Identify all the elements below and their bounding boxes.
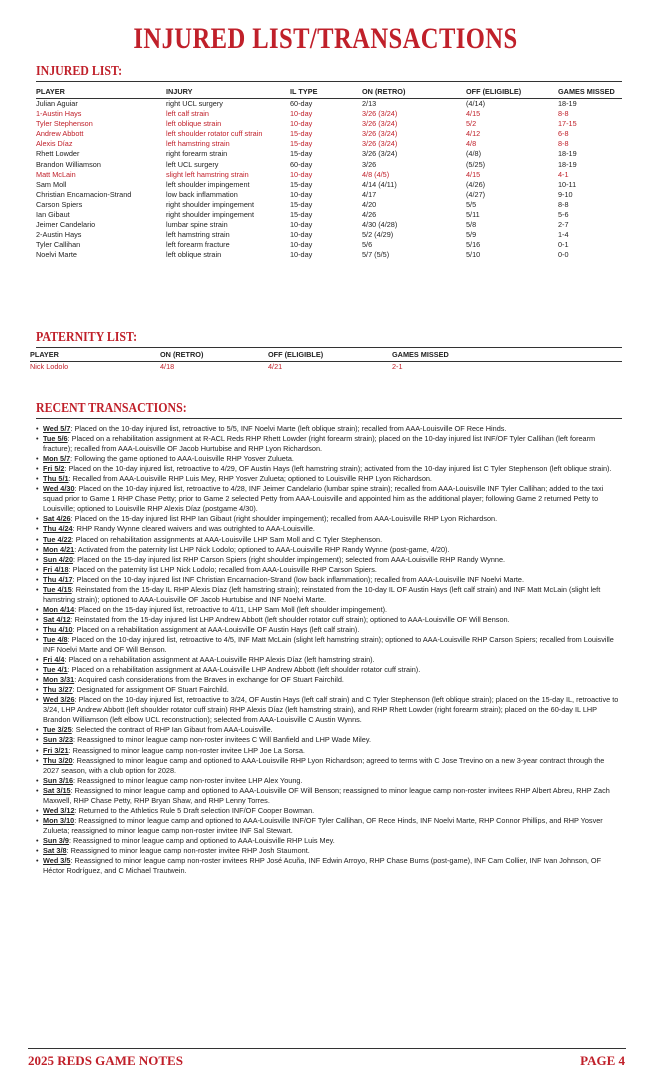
transaction-date: Mon 4/14 — [43, 604, 75, 614]
injured-cell-off: 5/9 — [466, 230, 477, 240]
injured-cell-games: 0-1 — [558, 240, 569, 250]
injured-cell-player: Ian Gibaut — [36, 210, 70, 220]
injured-cell-off: 5/16 — [466, 240, 481, 250]
injured-cell-player: Rhett Lowder — [36, 149, 80, 159]
paternity-list-table — [30, 350, 622, 372]
transaction-text: Placed on the 10-day injured list, retroactive to 5/5, INF Noelvi Marte (left oblique strain); recalled from AAA-Louisville OF Rece Hinds. — [74, 424, 507, 433]
injured-cell-type: 10-day — [290, 220, 313, 230]
injured-cell-type: 10-day — [290, 109, 313, 119]
injured-cell-off: 4/15 — [466, 109, 481, 119]
transaction-text: Placed on the paternity list LHP Nick Lodolo; recalled from AAA-Louisville RHP Carson Spiers. — [72, 564, 377, 574]
injured-cell-games: 2-7 — [558, 220, 569, 230]
injured-cell-injury: left oblique strain — [166, 250, 222, 260]
transaction-date: Sun 3/23 — [43, 735, 74, 745]
injured-list-heading: INJURED LIST: — [36, 64, 123, 79]
injured-cell-player: Alexis Díaz — [36, 139, 73, 149]
injured-cell-on: 3/26 (3/24) — [362, 119, 398, 129]
injured-cell-games: 5-6 — [558, 210, 569, 220]
transaction-date: Mon 5/7 — [43, 454, 71, 464]
injured-cell-player: 2-Austin Hays — [36, 230, 82, 240]
injured-header-row — [36, 87, 622, 99]
col-on-retro: ON (RETRO) — [362, 87, 406, 96]
transaction-text: RHP Randy Wynne cleared waivers and was outrighted to AAA-Louisville. — [76, 524, 315, 534]
injured-cell-on: 5/6 — [362, 240, 373, 250]
transaction-item: • Sat 4/12: Reinstated from the 15-day injured list LHP Andrew Abbott (left shoulder rotator cuff strain); optioned to AAA-Louisville OF Will Benson. — [36, 615, 622, 625]
injured-cell-games: 17-15 — [558, 119, 577, 129]
injured-row — [36, 129, 622, 139]
injured-cell-player: 1-Austin Hays — [36, 109, 82, 119]
transaction-text: Placed on a rehabilitation assignment at AAA-Louisville LHP Andrew Abbott (left shoulder rotator cuff strain). — [71, 665, 421, 675]
transaction-item: • Mon 4/21: Activated from the paternity list LHP Nick Lodolo; optioned to AAA-Louisville RHP Randy Wynne (post-game, 4/20). — [36, 545, 622, 555]
transaction-text: Reinstated from the 15-day injured list LHP Andrew Abbott (left shoulder rotator cuff strain); optioned to AAA-Louisville OF Will Benson. — [74, 614, 510, 624]
injured-cell-off: (5/25) — [466, 159, 486, 169]
transaction-text: Recalled from AAA-Louisville RHP Luis Mey, RHP Yosver Zulueta; optioned to Louisville RHP Lyon Richardson. — [72, 474, 432, 484]
injured-cell-off: (4/26) — [466, 179, 486, 189]
injured-cell-player: Matt McLain — [36, 169, 76, 179]
injured-cell-off: 4/12 — [466, 129, 481, 139]
transaction-item: • Tue 4/22: Placed on rehabilitation assignments at AAA-Louisville LHP Sam Moll and C Tyler Stephenson. — [36, 535, 622, 545]
transaction-item: • Tue 5/6: Placed on a rehabilitation assignment at R-ACL Reds RHP Rhett Lowder (right forearm strain); placed on the 10-day injured list INF/OF Tyler Callihan (left forearm fracture); recalled from AAA-Louisville OF Jacob Hurtubise and RHP Lyon Richardson. — [36, 434, 622, 454]
transaction-item: • Tue 4/15: Reinstated from the 15-day IL RHP Alexis Díaz (left hamstring strain); reinstated from the 10-day IL OF Austin Hays (left calf strain) and INF Matt McLain (slight left hamstring strain); optioned to AAA-Louisville OF Jacob Hurtubise and INF Noelvi Marte. — [36, 585, 622, 605]
injured-cell-off: (4/14) — [466, 99, 486, 108]
transaction-date: Sun 3/9 — [43, 835, 69, 845]
injured-row — [36, 149, 622, 159]
injured-cell-games: 0-0 — [558, 250, 569, 260]
injured-cell-player: Tyler Callihan — [36, 240, 81, 250]
transaction-text: Reassigned to minor league camp non-roster invitee LHP Joe La Sorsa. — [72, 745, 305, 755]
injured-cell-injury: right shoulder impingement — [166, 199, 255, 209]
injured-cell-type: 15-day — [290, 149, 313, 159]
injured-cell-games: 8-8 — [558, 109, 569, 119]
transaction-item: • Wed 4/30: Placed on the 10-day injured list, retroactive to 4/28, INF Jeimer Candelario (lumbar spine strain); recalled from AAA-Louisville INF Tyler Callihan; added to the taxi squad prior to Game 1 RHP Chase Petty; prior to Game 2 selected Petty from AAA-Louisville and appointed him as the additional player; following Game 2 returned Petty to Louisville; optioned to Louisville RHP Alexis Díaz (postgame 4/30). — [36, 484, 622, 514]
transaction-item: • Wed 3/12: Returned to the Athletics Rule 5 Draft selection INF/OF Cooper Bowman. — [36, 806, 622, 816]
transaction-text: Placed on rehabilitation assignments at AAA-Louisville LHP Sam Moll and C Tyler Stephenson. — [75, 534, 383, 544]
transaction-text: Placed on the 15-day injured list RHP Ian Gibaut (right shoulder impingement); recalled from AAA-Louisville RHP Lyon Richardson. — [74, 514, 498, 524]
col-off-eligible: OFF (ELIGIBLE) — [466, 87, 522, 96]
footer-rule — [28, 1048, 626, 1049]
injured-cell-injury: slight left hamstring strain — [166, 169, 249, 179]
transaction-date: Wed 4/30 — [43, 484, 75, 494]
injured-cell-off: 4/8 — [466, 139, 477, 149]
transaction-date: Tue 4/15 — [43, 584, 72, 594]
injured-cell-games: 18-19 — [558, 149, 577, 159]
injured-cell-type: 15-day — [290, 210, 313, 220]
transaction-text: Activated from the paternity list LHP Nick Lodolo; optioned to AAA-Louisville RHP Randy Wynne (post-game, 4/20). — [77, 544, 450, 554]
transaction-date: Fri 3/21 — [43, 745, 69, 755]
transaction-text: Reassigned to minor league camp and optioned to AAA-Louisville OF Will Benson; reassigned to minor league camp non-roster invitees RHP Albert Abreu, RHP Zach Maxwell, RHP Chase Petty, RHP Bryan Shaw, and RHP Lenny Torres. — [43, 785, 610, 805]
transaction-date: Thu 4/24 — [43, 524, 73, 534]
col-off-eligible: OFF (ELIGIBLE) — [268, 350, 324, 359]
transaction-item: • Mon 5/7: Following the game optioned to AAA-Louisville RHP Yosver Zulueta. — [36, 454, 622, 464]
injured-cell-on: 3/26 — [362, 159, 377, 169]
transaction-text: Returned to the Athletics Rule 5 Draft selection INF/OF Cooper Bowman. — [78, 805, 315, 815]
injured-cell-player: Andrew Abbott — [36, 129, 84, 139]
transaction-date: Thu 3/20 — [43, 755, 73, 765]
injured-list-table — [36, 87, 622, 261]
transaction-item: • Mon 3/31: Acquired cash considerations from the Braves in exchange for OF Stuart Fairchild. — [36, 675, 622, 685]
col-games-missed: GAMES MISSED — [558, 87, 615, 96]
injured-cell-player: Christian Encarnacion-Strand — [36, 189, 132, 199]
footer-page-number: PAGE 4 — [580, 1053, 625, 1068]
transaction-item: • Wed 5/7: Placed on the 10-day injured list, retroactive to 5/5, INF Noelvi Marte (left oblique strain); recalled from AAA-Louisville OF Rece Hinds. — [36, 424, 622, 434]
paternity-cell-games: 2-1 — [392, 362, 403, 371]
transaction-text: Reassigned to minor league camp non-roster invitee LHP Alex Young. — [77, 775, 303, 785]
col-injury: INJURY — [166, 87, 193, 96]
injured-row — [36, 240, 622, 250]
injured-cell-injury: left hamstring strain — [166, 230, 230, 240]
injured-cell-games: 6-8 — [558, 129, 569, 139]
transaction-text: Reassigned to minor league camp non-roster invitees RHP José Acuña, INF Edwin Arroyo, RHP Chase Burns (post-game), INF Cam Collier, INF Ivan Johnson, OF Héctor Rodríguez, and C Michael Trautwein. — [43, 856, 602, 876]
transaction-date: Tue 5/6 — [43, 434, 68, 444]
transaction-text: Following the game optioned to AAA-Louisville RHP Yosver Zulueta. — [74, 454, 294, 464]
transaction-text: Placed on a rehabilitation assignment at AAA-Louisville OF Austin Hays (left calf strain). — [76, 624, 360, 634]
transaction-item: • Sat 3/8: Reassigned to minor league camp non-roster invitee RHP Josh Staumont. — [36, 846, 622, 856]
transaction-item: • Thu 4/17: Placed on the 10-day injured list INF Christian Encarnacion-Strand (low back inflammation); recalled from AAA-Louisville INF Noelvi Marte. — [36, 575, 622, 585]
transaction-date: Wed 3/26 — [43, 695, 75, 705]
injured-cell-on: 2/13 — [362, 99, 377, 108]
injured-cell-on: 4/8 (4/5) — [362, 169, 390, 179]
transaction-date: Wed 3/5 — [43, 856, 71, 866]
injured-cell-games: 8-8 — [558, 199, 569, 209]
injured-cell-on: 5/7 (5/5) — [362, 250, 390, 260]
injured-cell-injury: left forearm fracture — [166, 240, 230, 250]
transaction-item: • Sun 3/16: Reassigned to minor league camp non-roster invitee LHP Alex Young. — [36, 776, 622, 786]
transaction-item: • Thu 5/1: Recalled from AAA-Louisville RHP Luis Mey, RHP Yosver Zulueta; optioned to Louisville RHP Lyon Richardson. — [36, 474, 622, 484]
injured-cell-on: 4/20 — [362, 199, 377, 209]
transaction-text: Placed on a rehabilitation assignment at R-ACL Reds RHP Rhett Lowder (right forearm strain); placed on the 10-day injured list INF/OF Tyler Callihan (left forearm fracture); recalled from AAA-Louisville OF Jacob Hurtubise and RHP Lyon Richardson. — [43, 434, 596, 454]
injured-cell-on: 4/14 (4/11) — [362, 179, 397, 189]
transaction-text: Reassigned to minor league camp and optioned to AAA-Louisville RHP Luis Mey. — [73, 835, 335, 845]
transaction-date: Thu 5/1 — [43, 474, 69, 484]
transaction-date: Tue 4/22 — [43, 534, 72, 544]
transaction-text: Acquired cash considerations from the Braves in exchange for OF Stuart Fairchild. — [77, 675, 344, 685]
transaction-text: Placed on the 15-day injured list, retroactive to 4/11, LHP Sam Moll (left shoulder impingement). — [78, 604, 388, 614]
transaction-item: • Sun 3/23: Reassigned to minor league camp non-roster invitees C Will Banfield and LHP Wade Miley. — [36, 735, 622, 745]
transaction-item: • Tue 4/1: Placed on a rehabilitation assignment at AAA-Louisville LHP Andrew Abbott (left shoulder rotator cuff strain). — [36, 665, 622, 675]
injured-cell-off: 5/10 — [466, 250, 481, 260]
injured-cell-player: Sam Moll — [36, 179, 67, 189]
injured-cell-games: 9-10 — [558, 189, 573, 199]
injured-cell-player: Tyler Stephenson — [36, 119, 93, 129]
transaction-date: Sun 4/20 — [43, 554, 74, 564]
injured-cell-games: 18-19 — [558, 99, 577, 108]
paternity-cell-player: Nick Lodolo — [30, 362, 69, 371]
transaction-date: Sat 3/15 — [43, 785, 71, 795]
transaction-item: • Fri 3/21: Reassigned to minor league camp non-roster invitee LHP Joe La Sorsa. — [36, 746, 622, 756]
injured-cell-type: 15-day — [290, 129, 313, 139]
transaction-item: • Thu 3/20: Reassigned to minor league camp and optioned to AAA-Louisville RHP Lyon Richardson; agreed to terms with C Jose Trevino on a new 3-year contract through the 2027 season, with a club option for 2028. — [36, 756, 622, 776]
injured-cell-injury: left oblique strain — [166, 119, 222, 129]
injured-cell-player: Jeimer Candelario — [36, 220, 96, 230]
injured-cell-injury: right forearm strain — [166, 149, 228, 159]
injured-cell-player: Noelvi Marte — [36, 250, 77, 260]
transaction-item: • Sun 4/20: Placed on the 15-day injured list RHP Carson Spiers (right shoulder impingement); selected from AAA-Louisville RHP Randy Wynne. — [36, 555, 622, 565]
injured-row — [36, 190, 622, 200]
injured-cell-off: 5/11 — [466, 210, 480, 220]
injured-cell-injury: right UCL surgery — [166, 99, 223, 108]
injured-cell-type: 15-day — [290, 139, 313, 149]
transaction-text: Reassigned to minor league camp non-roster invitee RHP Josh Staumont. — [70, 845, 310, 855]
transaction-date: Mon 3/10 — [43, 815, 75, 825]
transaction-item: • Fri 4/4: Placed on a rehabilitation assignment at AAA-Louisville RHP Alexis Díaz (left hamstring strain). — [36, 655, 622, 665]
injured-cell-games: 4-1 — [558, 169, 569, 179]
transaction-date: Tue 4/1 — [43, 665, 68, 675]
paternity-list-rule — [36, 347, 622, 348]
injured-cell-type: 15-day — [290, 199, 313, 209]
injured-row — [36, 250, 622, 260]
injured-cell-type: 10-day — [290, 230, 313, 240]
injured-cell-player: Julian Aguiar — [36, 99, 78, 108]
transaction-text: Reassigned to minor league camp non-roster invitees C Will Banfield and LHP Wade Miley. — [77, 735, 371, 745]
injured-cell-injury: left hamstring strain — [166, 139, 230, 149]
transaction-date: Sun 3/16 — [43, 775, 74, 785]
transaction-text: Reassigned to minor league camp and optioned to AAA-Louisville RHP Lyon Richardson; agreed to terms with C Jose Trevino on a new 3-year contract through the 2027 season, with a club option for 2028. — [43, 755, 605, 775]
transactions-heading: RECENT TRANSACTIONS: — [36, 401, 187, 416]
injured-cell-on: 3/26 (3/24) — [362, 109, 398, 119]
injured-row — [36, 99, 622, 109]
injured-row — [36, 170, 622, 180]
injured-cell-injury: lumbar spine strain — [166, 220, 228, 230]
transaction-date: Fri 4/4 — [43, 655, 65, 665]
injured-cell-games: 18-19 — [558, 159, 577, 169]
transaction-item: • Fri 5/2: Placed on the 10-day injured list, retroactive to 4/29, OF Austin Hays (left hamstring strain); activated from the 10-day injured list C Tyler Stephenson (left oblique strain). — [36, 464, 622, 474]
injured-row — [36, 220, 622, 230]
injured-row — [36, 200, 622, 210]
transaction-text: Designated for assignment OF Stuart Fairchild. — [76, 685, 229, 695]
transaction-date: Wed 3/12 — [43, 805, 75, 815]
injured-cell-injury: left calf strain — [166, 109, 209, 119]
transaction-item: • Tue 3/25: Selected the contract of RHP Ian Gibaut from AAA-Louisville. — [36, 725, 622, 735]
injured-row — [36, 210, 622, 220]
paternity-cell-on: 4/18 — [160, 362, 175, 371]
paternity-header-row — [30, 350, 622, 362]
injured-cell-games: 10-11 — [558, 179, 577, 189]
injured-cell-on: 5/2 (4/29) — [362, 230, 394, 240]
transaction-date: Sat 3/8 — [43, 845, 67, 855]
col-games-missed: GAMES MISSED — [392, 350, 449, 359]
col-player: PLAYER — [36, 87, 65, 96]
injured-cell-type: 10-day — [290, 250, 313, 260]
injured-row — [36, 230, 622, 240]
transaction-text: Placed on the 10-day injured list, retroactive to 3/24, OF Austin Hays (left calf strain) and C Tyler Stephenson (left oblique strain); placed on the 15-day IL, retroactive to 3/24, LHP Andrew Abbott (left shoulder rotator cuff strain) RHP Alexis Díaz (left hamstring strain), and RHP Rhett Lowder (right forearm strain); placed on the 60-day IL LHP Brandon Williamson (left elbow UCL reconstruction); selected from AAA-Louisville C Austin Wynns. — [43, 695, 619, 725]
paternity-row — [30, 362, 622, 372]
transaction-item: • Thu 4/10: Placed on a rehabilitation assignment at AAA-Louisville OF Austin Hays (left calf strain). — [36, 625, 622, 635]
injured-cell-type: 10-day — [290, 119, 313, 129]
transaction-date: Mon 3/31 — [43, 675, 75, 685]
injured-row — [36, 180, 622, 190]
injured-cell-on: 3/26 (3/24) — [362, 149, 398, 159]
transaction-date: Fri 4/18 — [43, 564, 69, 574]
transaction-date: Tue 4/8 — [43, 634, 68, 644]
injured-list-rule — [36, 81, 622, 82]
transaction-item: • Thu 3/27: Designated for assignment OF Stuart Fairchild. — [36, 685, 622, 695]
injured-cell-off: 4/15 — [466, 169, 481, 179]
transaction-item: • Tue 4/8: Placed on the 10-day injured list, retroactive to 4/5, INF Matt McLain (slight left hamstring strain); optioned to AAA-Louisville RHP Carson Spiers; recalled from Louisville INF Noelvi Marte and OF Will Benson. — [36, 635, 622, 655]
injured-cell-type: 60-day — [290, 99, 313, 108]
paternity-list-heading: PATERNITY LIST: — [36, 330, 138, 345]
injured-cell-type: 10-day — [290, 240, 313, 250]
transaction-text: Selected the contract of RHP Ian Gibaut from AAA-Louisville. — [75, 725, 273, 735]
transaction-date: Sat 4/12 — [43, 614, 71, 624]
transaction-text: Placed on a rehabilitation assignment at AAA-Louisville RHP Alexis Díaz (left hamstring strain). — [68, 655, 375, 665]
transaction-date: Thu 4/17 — [43, 574, 73, 584]
transaction-text: Placed on the 10-day injured list, retroactive to 4/28, INF Jeimer Candelario (lumbar spine strain); recalled from AAA-Louisville INF Tyler Callihan; added to the taxi squad prior to Game 1 RHP Chase Petty; prior to Game 2 selected Petty from AAA-Louisville and appointed him as the additional player; following Game 2 returned Petty to Louisville; optioned to Louisville RHP Alexis Díaz (postgame 4/30). — [43, 484, 604, 514]
transaction-date: Mon 4/21 — [43, 544, 75, 554]
injured-cell-on: 3/26 (3/24) — [362, 129, 398, 139]
injured-cell-injury: left UCL surgery — [166, 159, 219, 169]
injured-row — [36, 160, 622, 170]
injured-cell-player: Carson Spiers — [36, 199, 83, 209]
transaction-date: Thu 3/27 — [43, 685, 73, 695]
transaction-text: Placed on the 10-day injured list, retroactive to 4/29, OF Austin Hays (left hamstring strain); activated from the 10-day injured list C Tyler Stephenson (left oblique strain). — [68, 464, 612, 474]
transaction-text: Reinstated from the 15-day IL RHP Alexis Díaz (left hamstring strain); reinstated from the 10-day IL OF Austin Hays (left calf strain) and INF Matt McLain (slight left hamstring strain); optioned to AAA-Louisville OF Jacob Hurtubise and INF Noelvi Marte. — [43, 584, 601, 604]
transactions-list — [36, 424, 622, 876]
transaction-item: • Thu 4/24: RHP Randy Wynne cleared waivers and was outrighted to AAA-Louisville. — [36, 524, 622, 534]
transaction-date: Wed 5/7 — [43, 424, 71, 433]
injured-cell-injury: low back inflammation — [166, 189, 238, 199]
injured-cell-off: 5/5 — [466, 199, 477, 209]
injured-cell-injury: left shoulder impingement — [166, 179, 250, 189]
transaction-text: Reassigned to minor league camp and optioned to AAA-Louisville INF/OF Tyler Callihan, OF Rece Hinds, INF Noelvi Marte, RHP Connor Phillips, and RHP Yosver Zulueta; reassigned to minor league camp non-roster invitee INF Sal Stewart. — [43, 815, 603, 835]
transaction-text: Placed on the 10-day injured list, retroactive to 4/5, INF Matt McLain (slight left hamstring strain); optioned to AAA-Louisville RHP Carson Spiers; recalled from Louisville INF Noelvi Marte and OF Will Benson. — [43, 634, 614, 655]
injured-cell-games: 1-4 — [558, 230, 569, 240]
injured-cell-type: 60-day — [290, 159, 313, 169]
injured-row — [36, 109, 622, 119]
transaction-date: Tue 3/25 — [43, 725, 72, 735]
injured-row — [36, 119, 622, 129]
transaction-item: • Fri 4/18: Placed on the paternity list LHP Nick Lodolo; recalled from AAA-Louisville RHP Carson Spiers. — [36, 565, 622, 575]
col-il-type: IL TYPE — [290, 87, 318, 96]
injured-cell-off: (4/8) — [466, 149, 482, 159]
injured-cell-on: 4/30 (4/28) — [362, 220, 398, 230]
injured-row — [36, 139, 622, 149]
transaction-text: Placed on the 15-day injured list RHP Carson Spiers (right shoulder impingement); selected from AAA-Louisville RHP Randy Wynne. — [77, 554, 506, 564]
transaction-item: • Sat 4/26: Placed on the 15-day injured list RHP Ian Gibaut (right shoulder impingement); recalled from AAA-Louisville RHP Lyon Richardson. — [36, 514, 622, 524]
col-on-retro: ON (RETRO) — [160, 350, 204, 359]
transaction-item: • Mon 3/10: Reassigned to minor league camp and optioned to AAA-Louisville INF/OF Tyler Callihan, OF Rece Hinds, INF Noelvi Marte, RHP Connor Phillips, and RHP Yosver Zulueta; reassigned to minor league camp non-roster invitee INF Sal Stewart. — [36, 816, 622, 836]
injured-cell-type: 10-day — [290, 169, 313, 179]
paternity-cell-off: 4/21 — [268, 362, 283, 371]
transaction-item: • Mon 4/14: Placed on the 15-day injured list, retroactive to 4/11, LHP Sam Moll (left shoulder impingement). — [36, 605, 622, 615]
injured-cell-type: 10-day — [290, 189, 313, 199]
injured-cell-type: 15-day — [290, 179, 313, 189]
injured-cell-on: 4/17 — [362, 189, 377, 199]
injured-cell-on: 3/26 (3/24) — [362, 139, 398, 149]
transaction-item: • Sat 3/15: Reassigned to minor league camp and optioned to AAA-Louisville OF Will Benson; reassigned to minor league camp non-roster invitees RHP Albert Abreu, RHP Zach Maxwell, RHP Chase Petty, RHP Bryan Shaw, and RHP Lenny Torres. — [36, 786, 622, 806]
injured-cell-off: 5/2 — [466, 119, 477, 129]
transaction-date: Fri 5/2 — [43, 464, 65, 474]
injured-cell-off: 5/8 — [466, 220, 477, 230]
transactions-rule — [36, 418, 622, 419]
col-player: PLAYER — [30, 350, 59, 359]
injured-cell-player: Brandon Williamson — [36, 159, 101, 169]
injured-cell-off: (4/27) — [466, 189, 486, 199]
page-title: INJURED LIST/TRANSACTIONS — [133, 22, 518, 55]
transaction-item: • Sun 3/9: Reassigned to minor league camp and optioned to AAA-Louisville RHP Luis Mey. — [36, 836, 622, 846]
injured-cell-games: 8-8 — [558, 139, 569, 149]
transaction-date: Thu 4/10 — [43, 624, 73, 634]
injured-cell-on: 4/26 — [362, 210, 377, 220]
transaction-text: Placed on the 10-day injured list INF Christian Encarnacion-Strand (low back inflammation); recalled from AAA-Louisville INF Noelvi Marte. — [76, 574, 524, 584]
transaction-date: Sat 4/26 — [43, 514, 71, 524]
footer-title: 2025 REDS GAME NOTES — [28, 1053, 183, 1068]
transaction-item: • Wed 3/5: Reassigned to minor league camp non-roster invitees RHP José Acuña, INF Edwin Arroyo, RHP Chase Burns (post-game), INF Cam Collier, INF Ivan Johnson, OF Héctor Rodríguez, and C Michael Trautwein. — [36, 856, 622, 876]
transaction-item: • Wed 3/26: Placed on the 10-day injured list, retroactive to 3/24, OF Austin Hays (left calf strain) and C Tyler Stephenson (left oblique strain); placed on the 15-day IL, retroactive to 3/24, LHP Andrew Abbott (left shoulder rotator cuff strain) RHP Alexis Díaz (left hamstring strain), and RHP Rhett Lowder (right forearm strain); placed on the 60-day IL LHP Brandon Williamson (left elbow UCL reconstruction); selected from AAA-Louisville C Austin Wynns. — [36, 695, 622, 725]
injured-cell-injury: right shoulder impingement — [166, 210, 255, 220]
injured-cell-injury: left shoulder rotator cuff strain — [166, 129, 263, 139]
